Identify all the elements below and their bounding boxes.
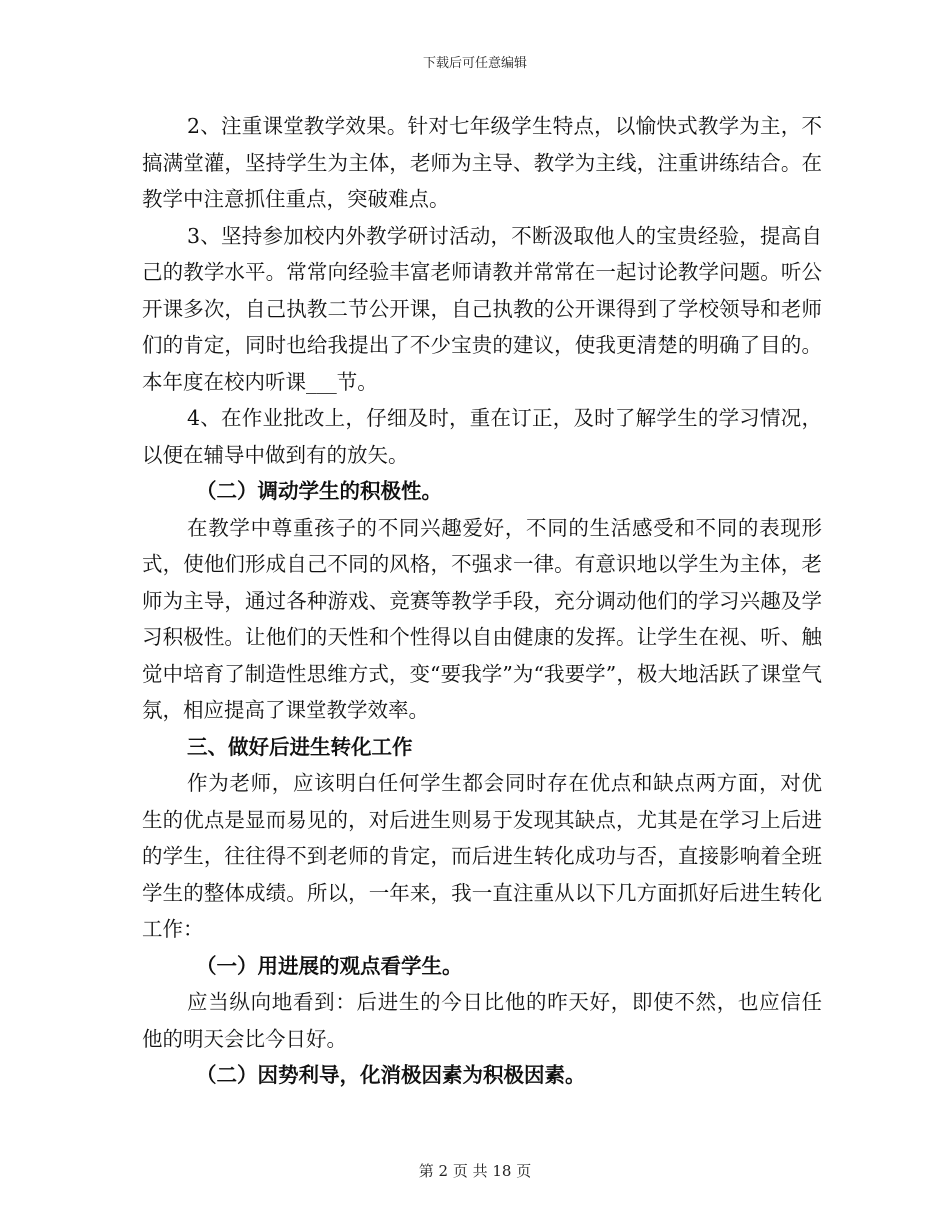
- paragraph-progress-view: 应当纵向地看到：后进生的今日比他的昨天好，即使不然，也应信任他的明天会比今日好。: [142, 990, 822, 1051]
- paragraph-item-3: 3、坚持参加校内外教学研讨活动，不断汲取他人的宝贵经验，提高自己的教学水平。常常向经验丰富老师请教并常常在一起讨论教学问题。听公开课多次，自己执教二节公开课，自己执教的公开课得到了学校领导和老师们的肯定，同时也给我提出了不少宝贵的建议，使我更清楚的明确了目的。本年度在校内听课___节。: [142, 223, 822, 394]
- page-footer: 第 2 页 共 18 页: [418, 1162, 532, 1180]
- section-heading-three: 三、做好后进生转化工作: [187, 734, 413, 759]
- paragraph-mobilize: 在教学中尊重孩子的不同兴趣爱好，不同的生活感受和不同的表现形式，使他们形成自己不同的风格，不强求一律。有意识地以学生为主体，老师为主导，通过各种游戏、竞赛等教学手段，充分调动他们的学习兴趣及学习积极性。让他们的天性和个性得以自由健康的发挥。让学生在视、听、触觉中培育了制造性思维方式，变“要我学”为“我要学”，极大地活跃了课堂气氛，相应提高了课堂教学效率。: [142, 515, 822, 722]
- paragraph-item-2: 2、注重课堂教学效果。针对七年级学生特点，以愉快式教学为主，不搞满堂灌，坚持学生为主体，老师为主导、教学为主线，注重讲练结合。在教学中注意抓住重点，突破难点。: [142, 114, 822, 211]
- section-heading-guidance: （二）因势利导，化消极因素为积极因素。: [196, 1063, 586, 1087]
- section-heading-progress-view: （一）用进展的观点看学生。: [196, 953, 463, 978]
- paragraph-underachievers: 作为老师，应该明白任何学生都会同时存在优点和缺点两方面，对优生的优点是显而易见的，对后进生则易于发现其缺点，尤其是在学习上后进的学生，往往得不到老师的肯定，而后进生转化成功与否，直接影响着全班学生的整体成绩。所以，一年来，我一直注重从以下几方面抓好后进生转化工作：: [142, 771, 822, 941]
- document-body: [142, 108, 822, 1094]
- section-heading-mobilize: （二）调动学生的积极性。: [196, 479, 442, 503]
- paragraph-item-4: 4、在作业批改上，仔细及时，重在订正，及时了解学生的学习情况，以便在辅导中做到有的放矢。: [142, 406, 822, 467]
- page-header: 下载后可任意编辑: [422, 56, 527, 71]
